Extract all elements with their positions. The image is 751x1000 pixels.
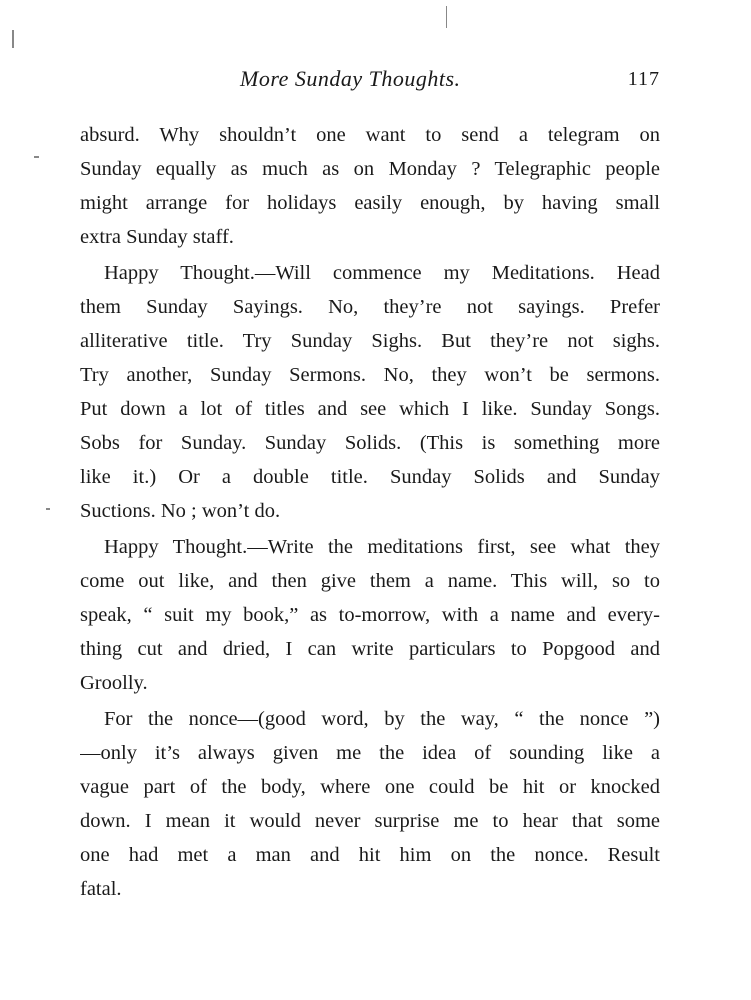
text-line: Try another, Sunday Sermons. No, they won’t be sermons.	[80, 364, 660, 386]
text-line: come out like, and then give them a name. This will, so to	[80, 570, 660, 592]
text-line: one had met a man and hit him on the nonce. Result	[80, 844, 660, 866]
text-line: Sunday equally as much as on Monday ? Telegraphic people	[80, 158, 660, 180]
scan-speck	[12, 30, 14, 48]
text-line: speak, “ suit my book,” as to-morrow, with a name and every-	[80, 604, 660, 626]
paragraph	[80, 118, 660, 254]
scan-speck	[34, 156, 39, 158]
text-line: vague part of the body, where one could be hit or knocked	[80, 776, 660, 798]
text-line: might arrange for holidays easily enough, by having small	[80, 192, 660, 214]
text-line: alliterative title. Try Sunday Sighs. But they’re not sighs.	[80, 330, 660, 352]
text-line: Suctions. No ; won’t do.	[80, 500, 281, 522]
text-line: Sobs for Sunday. Sunday Solids. (This is something more	[80, 432, 660, 454]
text-line: like it.) Or a double title. Sunday Solids and Sunday	[80, 466, 660, 488]
scan-speck	[446, 6, 447, 28]
paragraph	[80, 702, 660, 906]
text-line: Put down a lot of titles and see which I like. Sunday Songs.	[80, 398, 660, 420]
text-line: Groolly.	[80, 672, 148, 694]
running-title: More Sunday Thoughts.	[240, 66, 461, 91]
body-text	[80, 118, 660, 906]
paragraph	[80, 530, 660, 700]
text-line: down. I mean it would never surprise me to hear that some	[80, 810, 660, 832]
text-line: absurd. Why shouldn’t one want to send a telegram on	[80, 124, 660, 146]
running-head	[80, 66, 666, 96]
text-line: Happy Thought.—Write the meditations first, see what they	[104, 536, 660, 558]
text-line: —only it’s always given me the idea of sounding like a	[80, 742, 660, 764]
text-line: For the nonce—(good word, by the way, “ the nonce ”)	[104, 708, 660, 730]
scan-speck	[46, 508, 50, 510]
text-line: fatal.	[80, 878, 122, 900]
page-number: 117	[627, 68, 660, 90]
text-line: Happy Thought.—Will commence my Meditations. Head	[104, 262, 660, 284]
text-line: extra Sunday staff.	[80, 226, 234, 248]
paragraph	[80, 256, 660, 528]
text-line: thing cut and dried, I can write particulars to Popgood and	[80, 638, 660, 660]
text-line: them Sunday Sayings. No, they’re not sayings. Prefer	[80, 296, 660, 318]
